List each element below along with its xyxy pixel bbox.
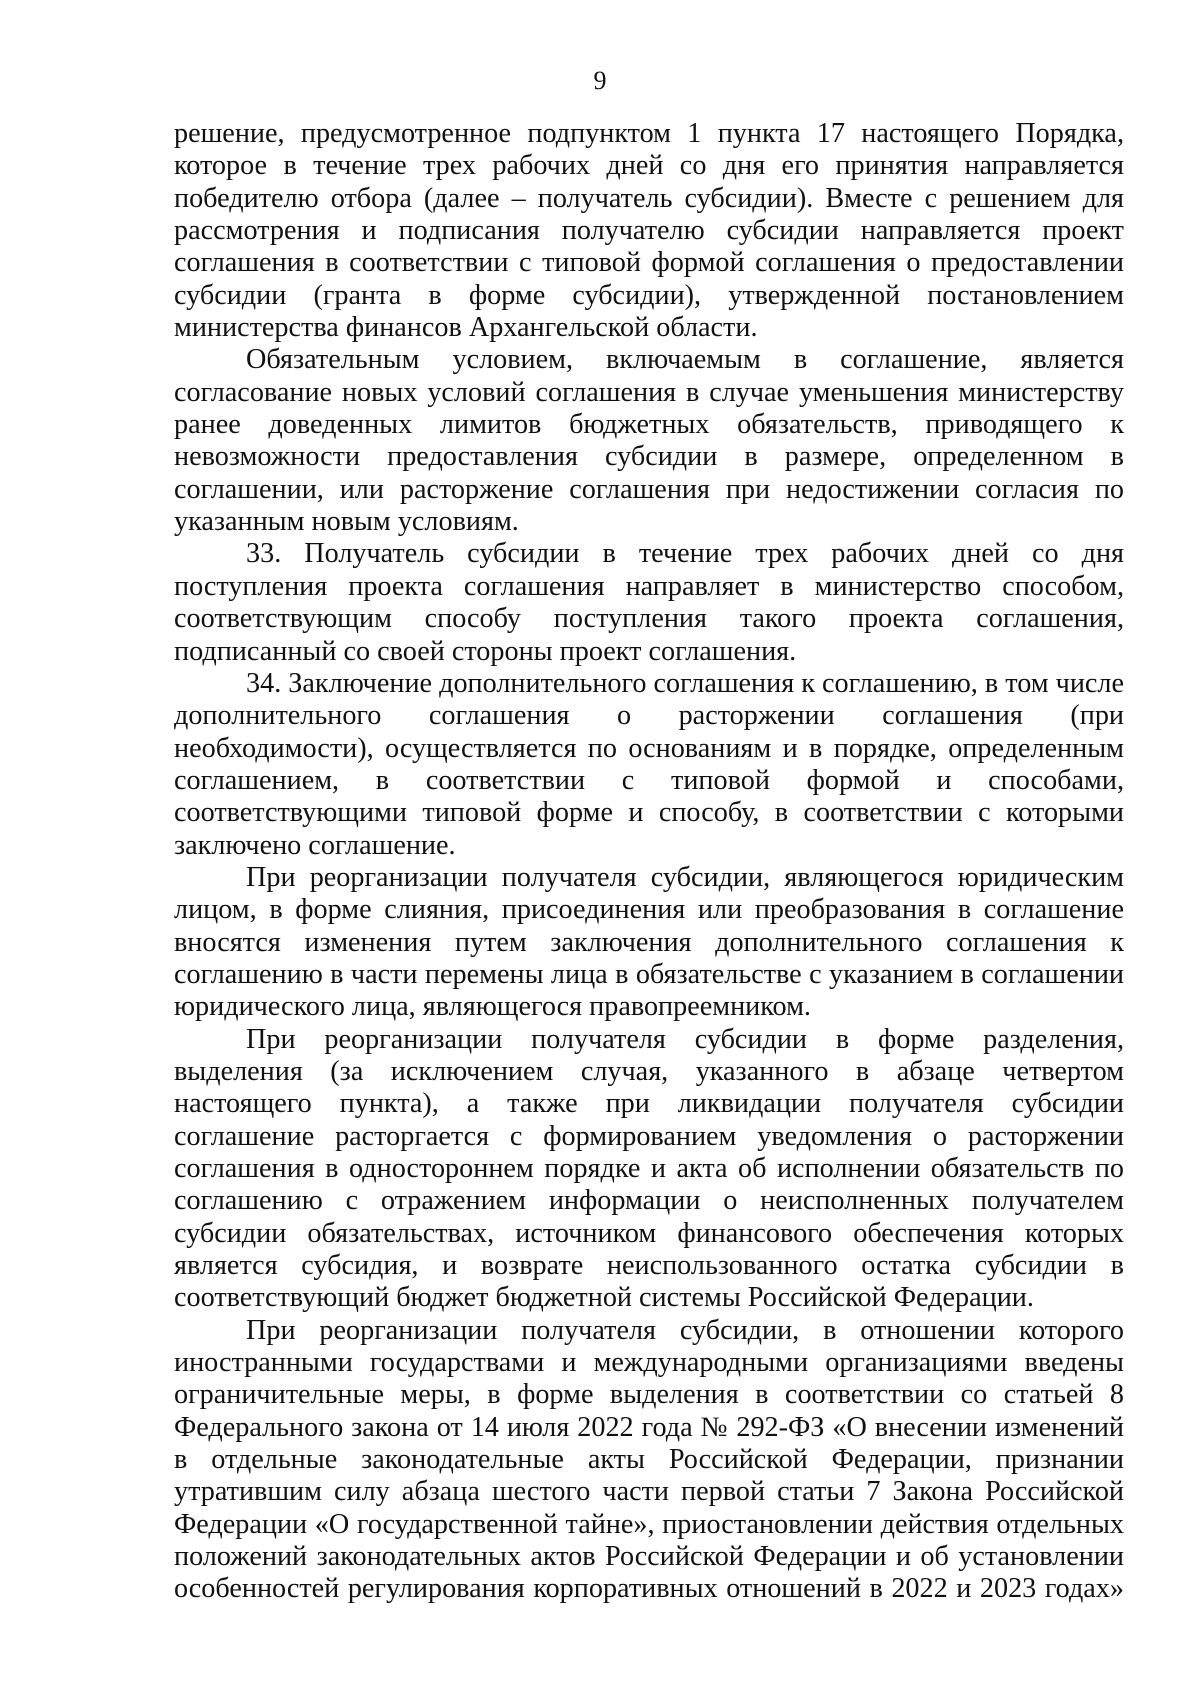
paragraph-reorganization-division: При реорганизации получателя субсидии в форме разделения, выделения (за исключением случая, указанного в абзаце четвертом настоящего пункта), а также при ликвидации получателя субсидии соглашение расторгается с формированием уведомления о расторжении соглашения в одностороннем порядке и акта об исполнении обязательств по соглашению с отражением информации о неисполненных получателем субсидии обязательствах, источником финансового обеспечения которых является субсидия, и возврате неиспользованного остатка субсидии в соответствующий бюджет бюджетной системы Российской Федерации. [174, 1023, 1124, 1314]
page-number: 9 [593, 66, 607, 95]
paragraph-item-34: 34. Заключение дополнительного соглашения к соглашению, в том числе дополнительного соглашения о расторжении соглашения (при необходимости), осуществляется по основаниям и в порядке, определенным соглашением, в соответствии с типовой формой и способами, соответствующими типовой форме и способу, в соответствии с которыми заключено соглашение. [174, 667, 1124, 861]
paragraph-continuation: решение, предусмотренное подпунктом 1 пункта 17 настоящего Порядка, которое в течение трех рабочих дней со дня его принятия направляется победителю отбора (далее – получатель субсидии). Вместе с решением для рассмотрения и подписания получателю субсидии направляется проект соглашения в соответствии с типовой формой соглашения о предоставлении субсидии (гранта в форме субсидии), утвержденной постановлением министерства финансов Архангельской области. [174, 118, 1124, 344]
document-body [174, 118, 1124, 1606]
paragraph-mandatory-condition: Обязательным условием, включаемым в соглашение, является согласование новых условий соглашения в случае уменьшения министерству ранее доведенных лимитов бюджетных обязательств, приводящего к невозможности предоставления субсидии в размере, определенном в соглашении, или расторжение соглашения при недостижении согласия по указанным новым условиям. [174, 344, 1124, 538]
paragraph-reorganization-sanctions: При реорганизации получателя субсидии, в отношении которого иностранными государствами и международными организациями введены ограничительные меры, в форме выделения в соответствии со статьей 8 Федерального закона от 14 июля 2022 года № 292-ФЗ «О внесении изменений в отдельные законодательные акты Российской Федерации, признании утратившим силу абзаца шестого части первой статьи 7 Закона Российской Федерации «О государственной тайне», приостановлении действия отдельных положений законодательных актов Российской Федерации и об установлении особенностей регулирования корпоративных отношений в 2022 и 2023 годах» [174, 1314, 1124, 1605]
paragraph-reorganization-merger: При реорганизации получателя субсидии, являющегося юридическим лицом, в форме слияния, присоединения или преобразования в соглашение вносятся изменения путем заключения дополнительного соглашения к соглашению в части перемены лица в обязательстве с указанием в соглашении юридического лица, являющегося правопреемником. [174, 861, 1124, 1023]
paragraph-item-33: 33. Получатель субсидии в течение трех рабочих дней со дня поступления проекта соглашения направляет в министерство способом, соответствующим способу поступления такого проекта соглашения, подписанный со своей стороны проект соглашения. [174, 538, 1124, 667]
